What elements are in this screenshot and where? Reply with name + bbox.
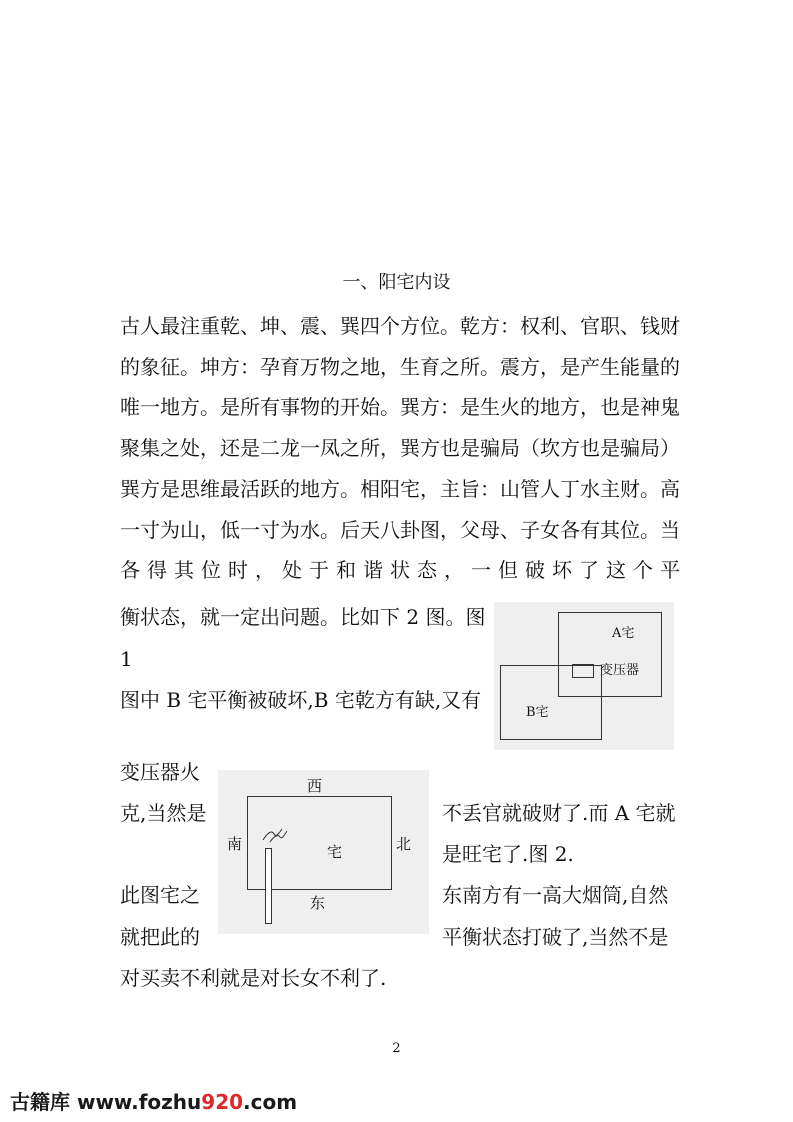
south-label: 南 <box>227 835 243 853</box>
text-line: 衡状态，就一定出问题。比如下 2 图。图 <box>120 605 486 629</box>
site-url-number: 920 <box>201 1090 244 1114</box>
body-paragraph: 古人最注重乾、坤、震、巽四个方位。乾方：权利、官职、钱财的象征。坤方：孕育万物之地，生育之所。震方，是产生能量的唯一地方。是所有事物的开始。巽方：是生火的地方，也是神鬼聚集之处，还是二龙一凤之所，巽方也是骗局（坎方也是骗局）巽方是思维最活跃的地方。相阳宅，主旨：山管人丁水主财。高一寸为山，低一寸为水。后天八卦图，父母、子女各有其位。当各得其位时，处于和谐状态，一但破坏了这个平 <box>120 314 680 583</box>
figure-1 <box>494 602 674 750</box>
text-line: 克,当然是 <box>120 801 207 825</box>
house-label: 宅 <box>327 843 343 861</box>
text-line: 是旺宅了.图 2. <box>442 842 574 866</box>
east-label: 东 <box>310 894 326 912</box>
chimney <box>265 848 272 924</box>
text-line: 就把此的 <box>120 925 200 949</box>
site-url-prefix: www.fozhu <box>76 1090 202 1114</box>
text-line: 对买卖不利就是对长女不利了. <box>120 966 387 990</box>
site-url-suffix: .com <box>243 1090 298 1114</box>
house-a-label: A宅 <box>612 626 635 641</box>
smoke-icon <box>260 826 290 846</box>
west-label: 西 <box>307 777 323 795</box>
page-title: 一、阳宅内设 <box>342 272 451 293</box>
text-line: 图中 B 宅平衡被破坏,B 宅乾方有缺,又有 <box>120 688 482 712</box>
house-b-label: B宅 <box>526 705 549 720</box>
transformer-label: 变压器 <box>600 663 640 678</box>
site-watermark <box>10 1086 297 1115</box>
text-line: 此图宅之 <box>120 883 200 907</box>
north-label: 北 <box>396 835 412 853</box>
figure-2 <box>218 770 429 934</box>
text-line: 1 <box>120 647 133 671</box>
text-line: 不丢官就破财了.而 A 宅就 <box>442 801 676 825</box>
text-line: 变压器火 <box>120 760 200 784</box>
site-name: 古籍库 <box>10 1090 70 1114</box>
text-line: 平衡状态打破了,当然不是 <box>442 925 669 949</box>
transformer-box <box>572 664 594 678</box>
text-line: 东南方有一高大烟筒,自然 <box>442 883 669 907</box>
page-number: 2 <box>392 1041 401 1056</box>
